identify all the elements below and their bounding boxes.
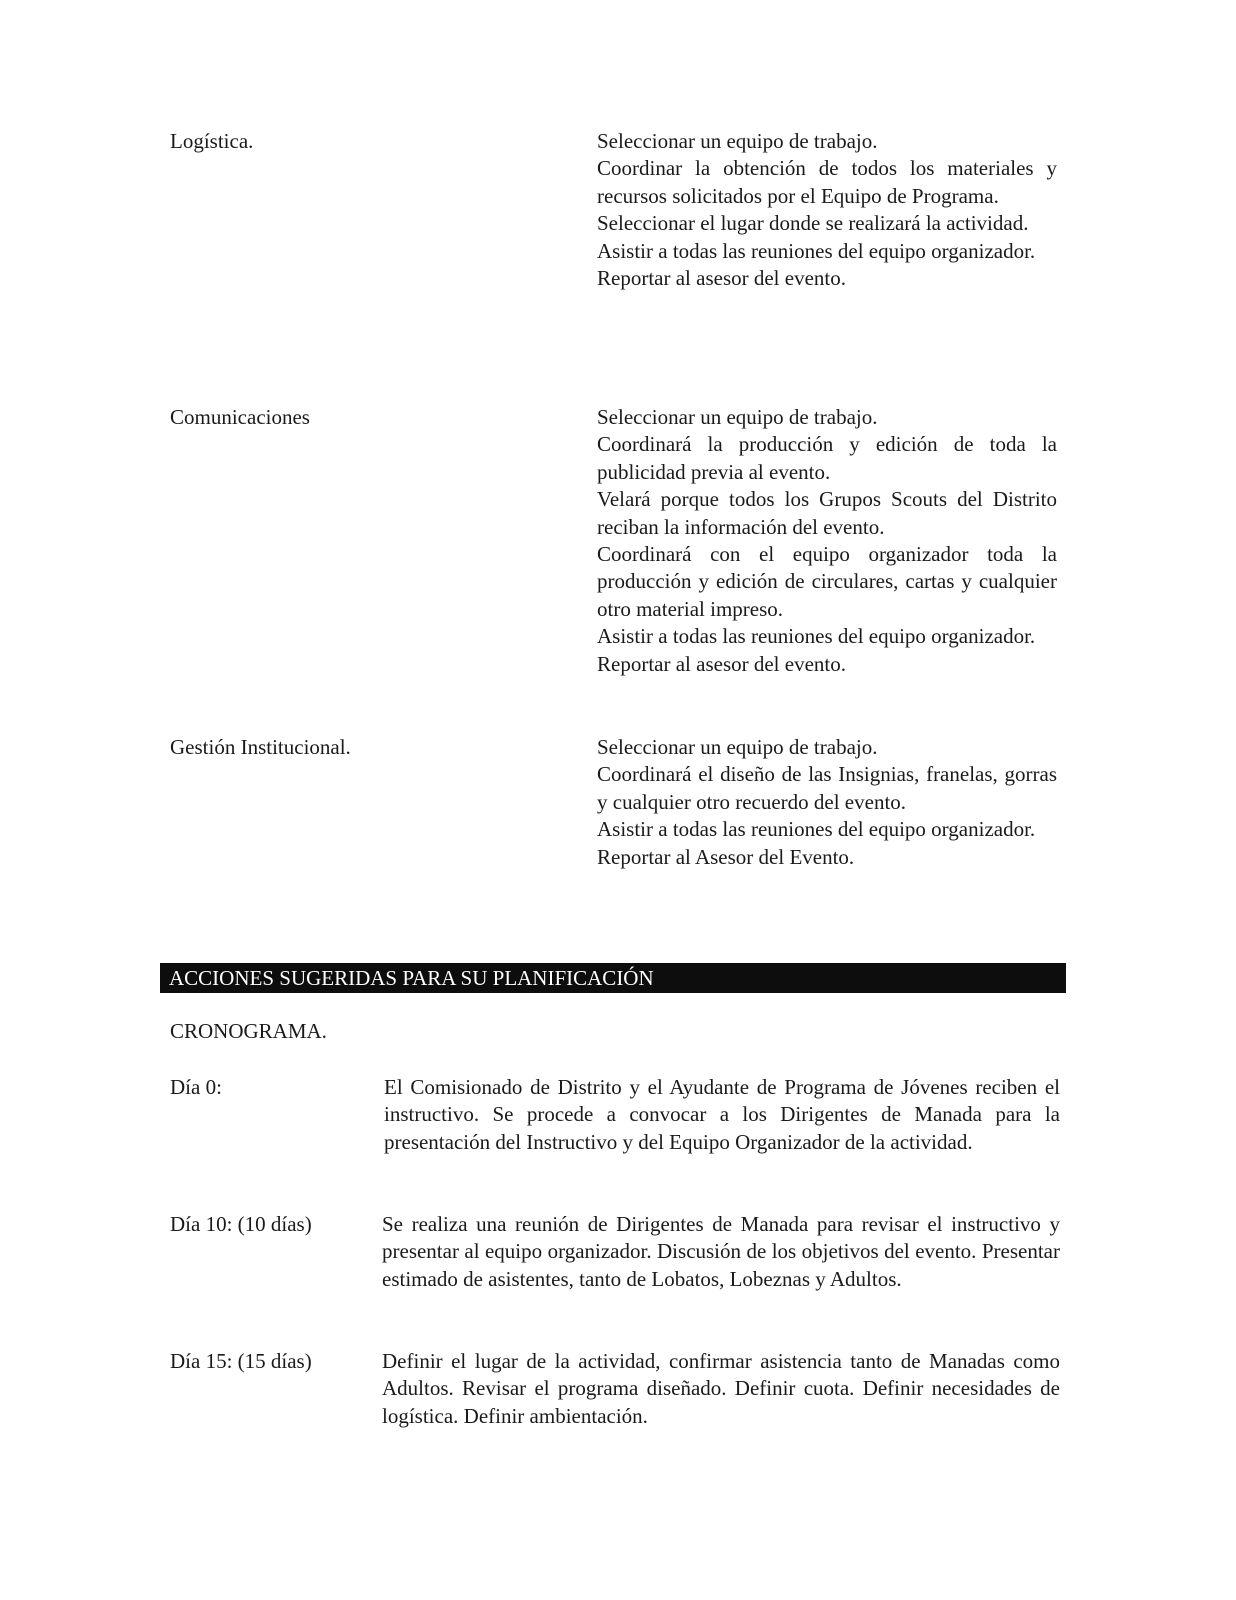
schedule-day-label: Día 0:: [170, 1075, 222, 1099]
role-duties: [597, 128, 1057, 292]
duty-item: Reportar al asesor del evento.: [597, 266, 846, 291]
section-header-bar: ACCIONES SUGERIDAS PARA SU PLANIFICACIÓN: [160, 963, 1066, 993]
duty-item: Seleccionar un equipo de trabajo.: [597, 405, 878, 429]
schedule-description: Definir el lugar de la actividad, confirmar asistencia tanto de Manadas como Adultos. Revisar el programa diseñado. Definir cuota. Definir necesidades de logística. Definir ambientación.: [382, 1349, 1060, 1428]
role-name: Gestión Institucional.: [170, 735, 351, 759]
duty-item: Reportar al asesor del evento.: [597, 651, 846, 676]
duty-item: Seleccionar el lugar donde se realizará la actividad.: [597, 211, 1029, 236]
duty-item: Coordinará con el equipo organizador toda la producción y edición de circulares, cartas y cualquier otro material impreso.: [597, 542, 1057, 621]
role-duties: [597, 404, 1057, 678]
duty-item: Coordinará la producción y edición de toda la publicidad previa al evento.: [597, 432, 1057, 484]
schedule-day-label: Día 10: (10 días): [170, 1212, 312, 1236]
duty-item: Coordinará el diseño de las Insignias, franelas, gorras y cualquier otro recuerdo del evento.: [597, 762, 1057, 814]
schedule-day-label: Día 15: (15 días): [170, 1349, 312, 1373]
schedule-heading: CRONOGRAMA.: [170, 1019, 327, 1043]
duty-item: Asistir a todas las reuniones del equipo organizador.: [597, 817, 1036, 842]
duty-item: Reportar al Asesor del Evento.: [597, 844, 855, 869]
role-name: Comunicaciones: [170, 405, 310, 429]
schedule-description: Se realiza una reunión de Dirigentes de Manada para revisar el instructivo y presentar al equipo organizador. Discusión de los objetivos del evento. Presentar estimado de asistentes, tanto de Lobatos, Lobeznas y Adultos.: [382, 1212, 1060, 1291]
duty-item: Coordinar la obtención de todos los materiales y recursos solicitados por el Equipo de Programa.: [597, 156, 1057, 208]
duty-item: Velará porque todos los Grupos Scouts del Distrito reciban la información del evento.: [597, 487, 1057, 539]
duty-item: Seleccionar un equipo de trabajo.: [597, 129, 878, 153]
role-duties: [597, 734, 1057, 871]
duty-item: Asistir a todas las reuniones del equipo organizador.: [597, 624, 1036, 649]
duty-item: Asistir a todas las reuniones del equipo organizador.: [597, 238, 1036, 263]
schedule-description: El Comisionado de Distrito y el Ayudante de Programa de Jóvenes reciben el instructivo. Se procede a convocar a los Dirigentes de Manada para la presentación del Instructivo y del Equipo Organizador de la actividad.: [384, 1075, 1060, 1154]
role-name: Logística.: [170, 129, 254, 153]
duty-item: Seleccionar un equipo de trabajo.: [597, 735, 878, 759]
